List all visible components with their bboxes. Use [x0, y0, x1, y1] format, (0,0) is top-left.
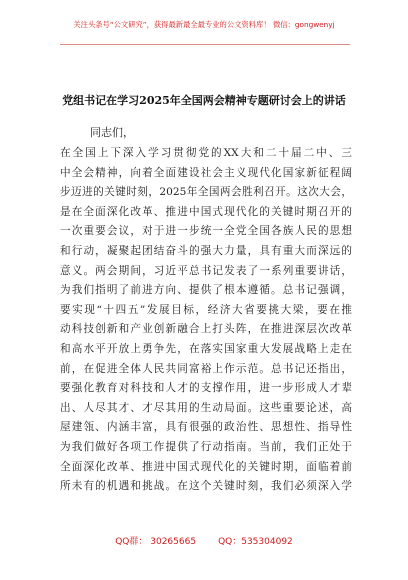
body-line: 中全会精神，向着全面建设社会主义现代化国家新征程阔 [60, 166, 352, 179]
body-line: 要实现“十四五”发展目标，经济大省要挑大梁，要在推 [60, 303, 352, 316]
footer-contact [0, 534, 408, 547]
body-line: 在全国上下深入学习贯彻党的XX大和二十届二中、三 [60, 147, 352, 159]
body-line: 为我们指明了前进方向、提供了根本遵循。总书记强调， [60, 284, 352, 297]
footer-qq-group: QQ群： 30265665 [115, 537, 197, 547]
header-banner: 关注头条号“公文研究”，获得最新最全最专业的公文资料库！ 微信：gongwenyj [73, 20, 335, 29]
salutation: 同志们， [90, 126, 134, 139]
header-divider [60, 44, 350, 45]
body-line: 所未有的机遇和挑战。在这个关键时刻，我们必须深入学 [60, 480, 352, 493]
footer-qq-number: QQ：535304092 [218, 537, 293, 547]
body-line: 要强化教育对科技和人才的支撑作用，进一步形成人才辈 [60, 382, 352, 395]
body-line: 意义。两会期间，习近平总书记发表了一系列重要讲话， [60, 264, 352, 277]
body-line: 是在全面深化改革、推进中国式现代化的关键时期召开的 [60, 205, 352, 218]
body-line: 前，在促进全体人民共同富裕上作示范。总书记还指出， [60, 362, 352, 375]
document-title: 党组书记在学习2025年全国两会精神专题研讨会上的讲话 [62, 94, 346, 107]
body-line: 和高水平开放上勇争先，在落实国家重大发展战略上走在 [60, 342, 352, 355]
body-line: 全面深化改革、推进中国式现代化的关键时期，面临着前 [60, 460, 352, 473]
body-line: 步迈进的关键时刻，2025年全国两会胜利召开。这次大会， [60, 186, 352, 199]
body-line: 屋建瓴、内涵丰富，具有很强的政治性、思想性、指导性 [60, 421, 352, 434]
body-line: 出、人尽其才、才尽其用的生动局面。这些重要论述，高 [60, 401, 352, 414]
body-line: 一次重要会议，对于进一步统一全党全国各族人民的思想 [60, 225, 352, 238]
body-line: 动科技创新和产业创新融合上打头阵，在推进深层次改革 [60, 323, 352, 336]
body-line: 和行动，凝聚起团结奋斗的强大力量，具有重大而深远的 [60, 244, 352, 257]
body-line: 为我们做好各项工作提供了行动指南。当前，我们正处于 [60, 440, 352, 453]
body-text [60, 144, 352, 497]
